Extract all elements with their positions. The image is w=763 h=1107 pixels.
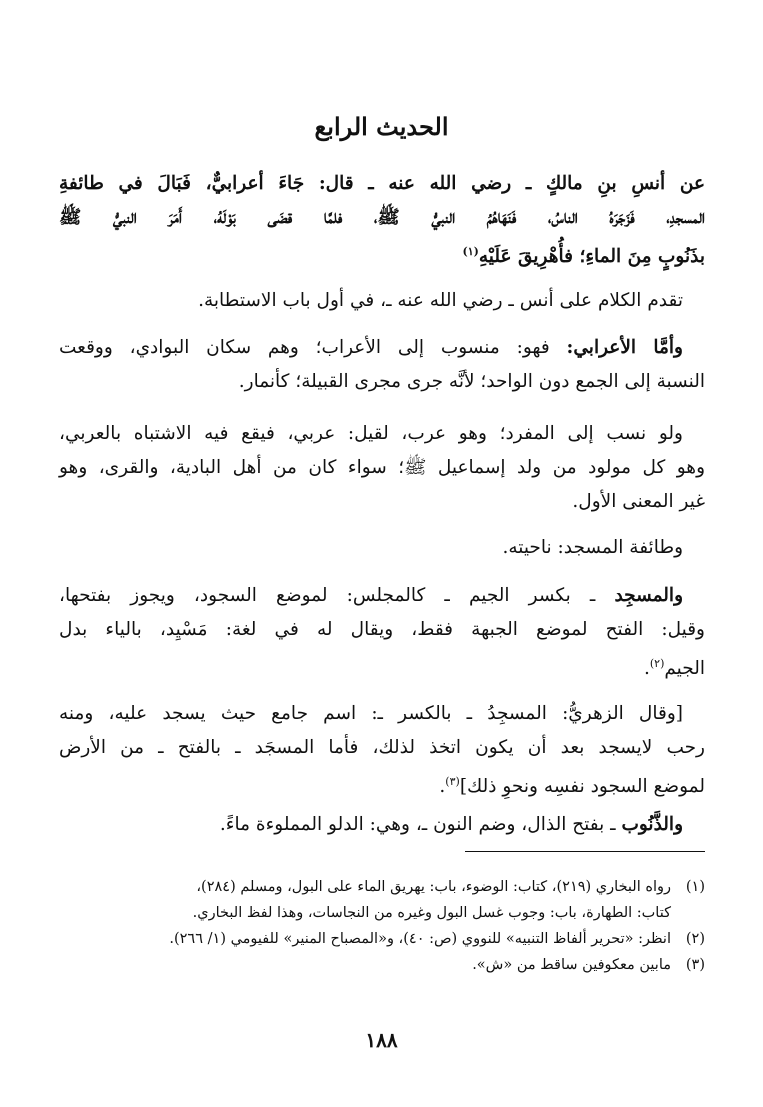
paragraph-masjid-line-3-end: . <box>643 658 650 680</box>
hadith-line-3 <box>59 240 705 269</box>
paragraph-taifa: وطائفة المسجد: ناحيته. <box>502 537 683 558</box>
footnote-ref-3: (٣) <box>445 775 460 788</box>
term-arabi: وأمَّا الأعرابي: <box>566 337 683 358</box>
paragraph-dhanub <box>59 813 683 837</box>
footnote-3-number: (٣) <box>685 957 705 973</box>
footnote-2-text: انظر: «تحرير ألفاظ التنبيه» للنووي (ص: ٤٠)، و«المصباح المنير» للفيومي (١/ ٢٦٦). <box>169 931 671 947</box>
footnote-divider <box>465 851 705 852</box>
hadith-line-3-text: بذَنُوبٍ مِنَ الماءِ؛ فأُهْرِيقَ عَلَيْهِ <box>478 246 705 268</box>
paragraph-masjid-line-1-text: ـ بكسر الجيم ـ كالمجلس: لموضع السجود، ويجوز بفتحها، <box>59 585 615 606</box>
paragraph-masjid-line-3-text: الجيم <box>664 658 705 680</box>
paragraph-masjid-line-1 <box>59 584 683 608</box>
footnote-3 <box>59 955 705 975</box>
paragraph-nasab-line-1: ولو نسب إلى المفرد؛ وهو عرب، لقيل: عربي، فيقع فيه الاشتباه بالعربي، <box>59 423 683 444</box>
paragraph-arabi-line-1-text: فهو: منسوب إلى الأعراب؛ وهم سكان البوادي، ووقعت <box>59 337 567 358</box>
paragraph-dhanub-text: ـ بفتح الذال، وضم النون ـ، وهي: الدلو المملوءة ماءً. <box>219 814 622 835</box>
footnote-1-number: (١) <box>685 879 705 895</box>
term-dhanub: والذَّنُوب <box>621 814 683 835</box>
footnote-ref-2: (٢) <box>649 657 665 670</box>
paragraph-anas: تقدم الكلام على أنس ـ رضي الله عنه ـ، في أول باب الاستطابة. <box>198 290 683 311</box>
paragraph-masjid-line-2: وقيل: الفتح لموضع الجبهة فقط، ويقال له في لغة: مَسْيِد، بالياء بدل <box>59 619 705 640</box>
hadith-title: الحديث الرابع <box>314 112 449 141</box>
footnote-1-text: رواه البخاري (٢١٩)، كتاب: الوضوء، باب: يهريق الماء على البول، ومسلم (٢٨٤)، <box>196 879 671 895</box>
term-masjid: والمسجِد <box>614 585 683 606</box>
paragraph-nasab-line-3: غير المعنى الأول. <box>572 491 705 512</box>
footnote-1-line-2: كتاب: الطهارة، باب: وجوب غسل البول وغيره من النجاسات، وهذا لفظ البخاري. <box>192 905 671 921</box>
footnote-2 <box>59 929 705 949</box>
paragraph-zuhri-line-3-text: لموضع السجود نفسِه ونحوِ ذلك] <box>459 776 705 798</box>
hadith-line-2: المسجدِ، فَزَجَرَهُ الناسُ، فَنَهَاهُمُ النبيُّ ﷺ، فلمَّا قضَى بَوْلَهُ، أَمَرَ النبيُّ ﷺ <box>59 207 705 228</box>
footnote-1-line-1 <box>59 877 705 897</box>
footnote-ref-1: (١) <box>462 245 479 258</box>
paragraph-nasab-line-2: وهو كل مولود من ولد إسماعيل ﷺ؛ سواء كان من أهل البادية، والقرى، وهو <box>59 457 705 478</box>
page-number: ١٨٨ <box>365 1028 398 1052</box>
paragraph-zuhri-line-2: رحب لايسجد بعد أن يكون اتخذ لذلك، فأما المسجَد ـ بالفتح ـ من الأرض <box>59 737 705 758</box>
hadith-line-1: عن أنسِ بنِ مالكٍ ـ رضي الله عنه ـ قال: جَاءَ أعرابيٌّ، فَبَالَ في طائفةِ <box>59 173 705 194</box>
paragraph-masjid-line-3 <box>59 652 705 681</box>
footnote-3-text: مابين معكوفين ساقط من «ش». <box>472 957 671 973</box>
paragraph-zuhri-line-3-end: . <box>439 776 446 798</box>
paragraph-arabi-line-2: النسبة إلى الجمع دون الواحد؛ لأنَّه جرى مجرى القبيلة؛ كأنمار. <box>238 371 705 392</box>
footnote-2-number: (٢) <box>685 931 705 947</box>
paragraph-zuhri-line-3 <box>59 770 705 799</box>
paragraph-zuhri-line-1: [وقال الزهريُّ: المسجِدُ ـ بالكسر ـ: اسم جامع حيث يسجد عليه، ومنه <box>59 703 683 724</box>
paragraph-arabi-line-1 <box>59 336 683 360</box>
